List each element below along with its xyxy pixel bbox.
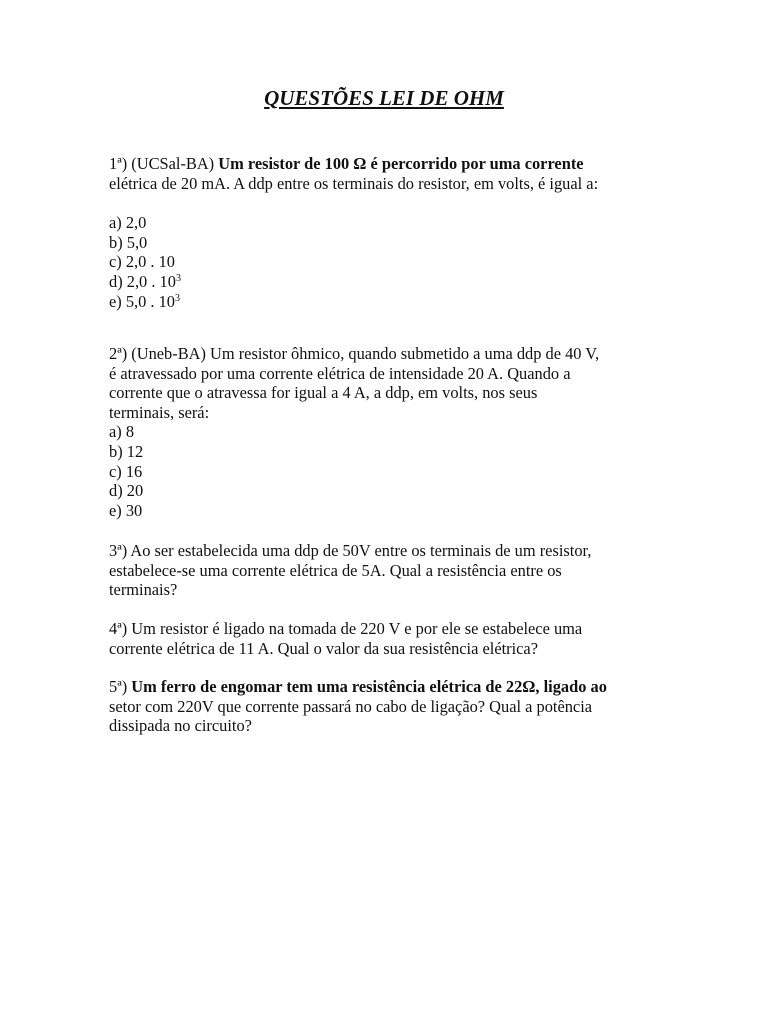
- question-5-statement-bold: Um ferro de engomar tem uma resistência elétrica de 22Ω, ligado ao: [127, 677, 607, 696]
- question-2-option-e: e) 30: [109, 500, 143, 520]
- question-3-line-3: terminais?: [109, 580, 178, 600]
- question-2-line-1: [109, 344, 669, 364]
- question-1: [109, 154, 669, 311]
- question-5-line-3: dissipada no circuito?: [109, 716, 252, 736]
- question-4-number: 4ª): [109, 619, 128, 638]
- option-text: c) 2,0 . 10: [109, 252, 176, 272]
- question-2-options: [109, 422, 669, 520]
- question-3-line-2: estabelece-se uma corrente elétrica de 5A. Qual a resistência entre os: [109, 560, 562, 580]
- question-5-number: 5ª): [109, 677, 128, 696]
- question-2: [109, 344, 669, 520]
- question-3-line-1: [109, 541, 669, 561]
- question-2-line-2: é atravessado por uma corrente elétrica de intensidade 20 A. Quando a: [109, 363, 571, 383]
- question-1-option-d: [109, 272, 669, 292]
- question-4-text: Um resistor é ligado na tomada de 220 V e por ele se estabelece uma: [127, 619, 583, 638]
- question-2-option-d: d) 20: [109, 481, 144, 501]
- question-1-line-2: elétrica de 20 mA. A ddp entre os terminais do resistor, em volts, é igual a:: [109, 173, 599, 193]
- question-2-line-3: corrente que o atravessa for igual a 4 A, a ddp, em volts, nos seus: [109, 383, 538, 403]
- question-1-option-c: [109, 252, 669, 272]
- question-2-option-c: c) 16: [109, 461, 143, 481]
- question-2-option-a: a) 8: [109, 422, 135, 442]
- option-exponent: 3: [175, 272, 181, 284]
- option-text: d) 2,0 . 10: [109, 271, 176, 291]
- question-5-line-1: [109, 677, 669, 697]
- question-1-line-1: [109, 154, 669, 174]
- question-3: [109, 541, 669, 600]
- question-1-option-b: [109, 233, 669, 253]
- question-2-number: 2ª): [109, 344, 128, 363]
- question-4: [109, 619, 669, 658]
- question-5: [109, 677, 669, 736]
- question-1-number: 1ª): [109, 154, 128, 173]
- question-3-number: 3ª): [109, 541, 128, 560]
- question-1-statement-bold: Um resistor de 100 Ω é percorrido por uma corrente: [214, 154, 584, 173]
- question-4-line-2: corrente elétrica de 11 A. Qual o valor da sua resistência elétrica?: [109, 638, 538, 658]
- question-1-option-e: [109, 292, 669, 312]
- page-title: QUESTÕES LEI DE OHM: [264, 86, 504, 110]
- question-2-option-b: b) 12: [109, 441, 144, 461]
- question-1-option-a: [109, 213, 669, 233]
- option-text: b) 5,0: [109, 232, 148, 252]
- question-1-source: (UCSal-BA): [127, 154, 215, 173]
- option-text: a) 2,0: [109, 213, 147, 233]
- question-2-text: (Uneb-BA) Um resistor ôhmico, quando submetido a uma ddp de 40 V,: [127, 344, 600, 363]
- option-exponent: 3: [175, 292, 181, 304]
- question-3-text: Ao ser estabelecida uma ddp de 50V entre os terminais de um resistor,: [127, 541, 592, 560]
- question-4-line-1: [109, 619, 669, 639]
- question-2-line-4: terminais, será:: [109, 402, 210, 422]
- question-5-line-2: setor com 220V que corrente passará no cabo de ligação? Qual a potência: [109, 696, 593, 716]
- option-text: e) 5,0 . 10: [109, 291, 176, 311]
- question-1-options: [109, 213, 669, 311]
